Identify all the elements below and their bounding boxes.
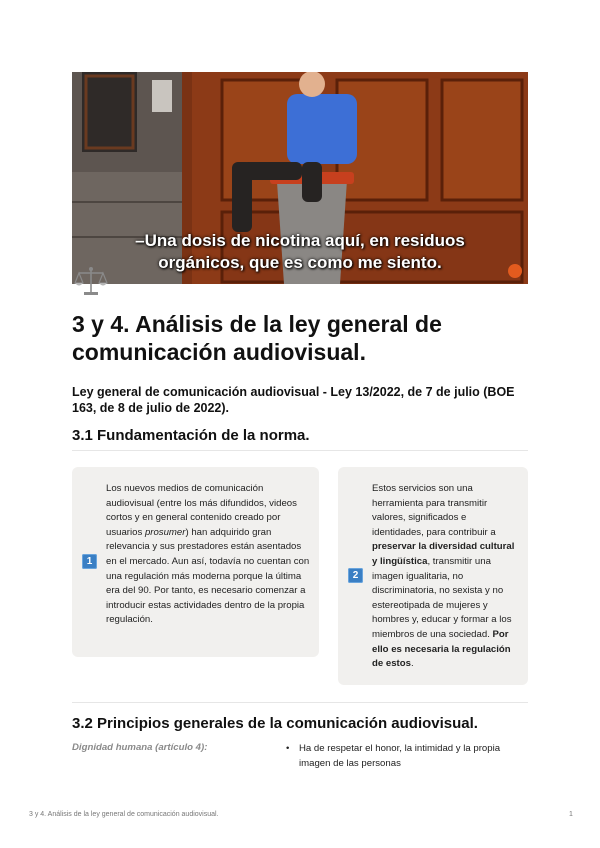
channel-logo-icon bbox=[508, 264, 522, 278]
card1-text-a: Los nuevos medios de comunicación audiovisual (entre los más difundidos, videos cortos y en general contenido creado por usuarios bbox=[106, 483, 297, 538]
callout-card-2-text bbox=[372, 482, 520, 672]
card2-text-a: Estos servicios son una herramienta para transmitir valores, significados e identidades, para contribuir a bbox=[372, 483, 496, 538]
section-heading-3-2: 3.2 Principios generales de la comunicación audiovisual. bbox=[72, 715, 478, 732]
callout-card-1-text bbox=[106, 482, 311, 628]
card2-bold-a: preservar la diversidad cultural y lingüística bbox=[372, 541, 515, 567]
bullet-dot-icon: • bbox=[286, 743, 290, 754]
page-title: 3 y 4. Análisis de la ley general de comunicación audiovisual. bbox=[72, 311, 442, 365]
principle-label: Dignidad humana (artículo 4): bbox=[72, 742, 208, 753]
list-item-text: Ha de respetar el honor, la intimidad y la propia imagen de las personas bbox=[299, 743, 501, 769]
page-number: 1 bbox=[569, 811, 573, 818]
hero-image bbox=[72, 72, 528, 284]
card2-bold-b: Por ello es necesaria la regulación de estos bbox=[372, 628, 511, 670]
card1-italic: prosumer bbox=[144, 526, 186, 538]
law-reference: Ley general de comunicación audiovisual - Ley 13/2022, de 7 de julio (BOE 163, de 8 de julio de 2022). bbox=[72, 385, 515, 415]
keycap-two-icon: 2 bbox=[348, 568, 363, 583]
card1-text-b: ) han adquirido gran relevancia y sus prestadores están asentados en el mercado. Aun así, todavía no cuentan con una regulación más moderna porque la última era del 90. Por tanto, es necesario comenzar a introducir estas actividades dentro de la propia regulación. bbox=[106, 526, 310, 626]
hero-caption bbox=[72, 230, 528, 274]
scale-of-justice-icon bbox=[74, 264, 108, 298]
callout-card-2 bbox=[338, 467, 528, 685]
section-divider bbox=[72, 702, 528, 703]
keycap-one-icon: 1 bbox=[82, 554, 97, 569]
callout-card-1 bbox=[72, 467, 319, 657]
page-footer-title: 3 y 4. Análisis de la ley general de comunicación audiovisual. bbox=[29, 811, 219, 818]
hero-caption-line-1: –Una dosis de nicotina aquí, en residuos bbox=[135, 231, 465, 250]
hero-caption-line-2: orgánicos, que es como me siento. bbox=[158, 253, 442, 272]
card2-text-b: , transmitir una imagen igualitaria, no discriminatoria, no sexista y no estereotipada de mujeres y hombres y, educar y formar a los miembros de una sociedad. bbox=[372, 555, 512, 640]
card2-text-c: . bbox=[410, 658, 414, 670]
section-heading-3-1: 3.1 Fundamentación de la norma. bbox=[72, 427, 310, 444]
section-divider bbox=[72, 450, 528, 451]
list-item bbox=[286, 741, 531, 771]
